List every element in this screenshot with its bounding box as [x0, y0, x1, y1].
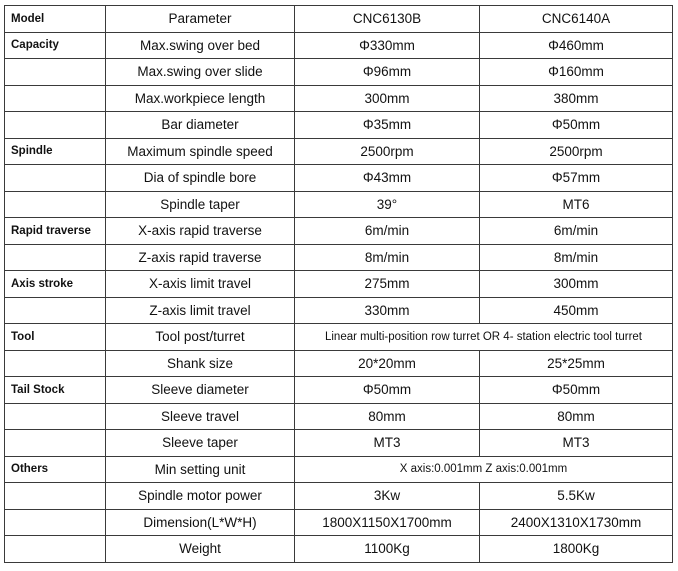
parameter-cell: Tool post/turret — [106, 324, 295, 351]
parameter-cell: Sleeve diameter — [106, 377, 295, 404]
group-label: Tail Stock — [5, 377, 106, 404]
value-cell-a: Φ330mm — [295, 32, 480, 59]
table-row — [5, 536, 673, 563]
table-row — [5, 59, 673, 86]
value-cell-b: Φ50mm — [480, 377, 673, 404]
parameter-cell: Max.swing over bed — [106, 32, 295, 59]
table-row — [5, 430, 673, 457]
group-label — [5, 59, 106, 86]
value-cell-b: Φ57mm — [480, 165, 673, 192]
value-cell-b: MT3 — [480, 430, 673, 457]
value-cell-a: 3Kw — [295, 483, 480, 510]
table-row — [5, 509, 673, 536]
parameter-cell: Bar diameter — [106, 112, 295, 139]
header-model-a: CNC6130B — [295, 6, 480, 33]
value-cell-a: 39° — [295, 191, 480, 218]
value-cell-a: 8m/min — [295, 244, 480, 271]
group-label — [5, 350, 106, 377]
value-cell-a: 275mm — [295, 271, 480, 298]
table-row — [5, 244, 673, 271]
group-label — [5, 297, 106, 324]
parameter-cell: Z-axis limit travel — [106, 297, 295, 324]
table-row — [5, 297, 673, 324]
value-cell-a: Φ50mm — [295, 377, 480, 404]
parameter-cell: Sleeve taper — [106, 430, 295, 457]
group-label — [5, 112, 106, 139]
group-label — [5, 403, 106, 430]
group-label: Axis stroke — [5, 271, 106, 298]
table-row — [5, 483, 673, 510]
parameter-cell: Max.swing over slide — [106, 59, 295, 86]
value-cell-a: Φ43mm — [295, 165, 480, 192]
parameter-cell: Z-axis rapid traverse — [106, 244, 295, 271]
header-model-b: CNC6140A — [480, 6, 673, 33]
value-cell-b: 6m/min — [480, 218, 673, 245]
table-row — [5, 112, 673, 139]
table-row — [5, 218, 673, 245]
table-row — [5, 403, 673, 430]
value-cell-b: MT6 — [480, 191, 673, 218]
value-cell-a: MT3 — [295, 430, 480, 457]
group-label: Tool — [5, 324, 106, 351]
parameter-cell: Dimension(L*W*H) — [106, 509, 295, 536]
value-cell-b: 5.5Kw — [480, 483, 673, 510]
value-cell-a: 6m/min — [295, 218, 480, 245]
group-label — [5, 165, 106, 192]
value-cell-b: Φ460mm — [480, 32, 673, 59]
table-row — [5, 191, 673, 218]
group-label — [5, 430, 106, 457]
header-model: Model — [5, 6, 106, 33]
value-cell-b: 2400X1310X1730mm — [480, 509, 673, 536]
parameter-cell: Spindle taper — [106, 191, 295, 218]
value-cell-b: 380mm — [480, 85, 673, 112]
parameter-cell: Dia of spindle bore — [106, 165, 295, 192]
table-row — [5, 350, 673, 377]
spec-table — [4, 5, 673, 563]
table-row — [5, 138, 673, 165]
value-cell-a: 1100Kg — [295, 536, 480, 563]
group-label — [5, 483, 106, 510]
group-label — [5, 536, 106, 563]
value-cell-a: 2500rpm — [295, 138, 480, 165]
parameter-cell: Weight — [106, 536, 295, 563]
value-cell-b: 8m/min — [480, 244, 673, 271]
value-cell-a: 1800X1150X1700mm — [295, 509, 480, 536]
value-cell-b: Φ160mm — [480, 59, 673, 86]
value-span-cell: Linear multi-position row turret OR 4- station electric tool turret — [295, 324, 673, 351]
value-cell-a: 300mm — [295, 85, 480, 112]
parameter-cell: Maximum spindle speed — [106, 138, 295, 165]
group-label — [5, 85, 106, 112]
value-cell-a: Φ96mm — [295, 59, 480, 86]
parameter-cell: Max.workpiece length — [106, 85, 295, 112]
value-cell-a: 80mm — [295, 403, 480, 430]
header-row — [5, 6, 673, 33]
value-cell-b: Φ50mm — [480, 112, 673, 139]
parameter-cell: Shank size — [106, 350, 295, 377]
table-row — [5, 271, 673, 298]
value-cell-b: 450mm — [480, 297, 673, 324]
group-label: Rapid traverse — [5, 218, 106, 245]
group-label — [5, 191, 106, 218]
value-cell-b: 80mm — [480, 403, 673, 430]
table-row — [5, 324, 673, 351]
value-cell-a: Φ35mm — [295, 112, 480, 139]
value-cell-b: 2500rpm — [480, 138, 673, 165]
value-cell-b: 25*25mm — [480, 350, 673, 377]
parameter-cell: Sleeve travel — [106, 403, 295, 430]
table-row — [5, 32, 673, 59]
parameter-cell: Spindle motor power — [106, 483, 295, 510]
parameter-cell: Min setting unit — [106, 456, 295, 483]
value-cell-b: 1800Kg — [480, 536, 673, 563]
group-label: Capacity — [5, 32, 106, 59]
table-row — [5, 85, 673, 112]
group-label: Spindle — [5, 138, 106, 165]
header-parameter: Parameter — [106, 6, 295, 33]
table-row — [5, 377, 673, 404]
group-label: Others — [5, 456, 106, 483]
value-cell-a: 330mm — [295, 297, 480, 324]
value-cell-a: 20*20mm — [295, 350, 480, 377]
parameter-cell: X-axis rapid traverse — [106, 218, 295, 245]
table-row — [5, 165, 673, 192]
value-span-cell: X axis:0.001mm Z axis:0.001mm — [295, 456, 673, 483]
group-label — [5, 509, 106, 536]
group-label — [5, 244, 106, 271]
spec-table-body — [5, 6, 673, 563]
parameter-cell: X-axis limit travel — [106, 271, 295, 298]
value-cell-b: 300mm — [480, 271, 673, 298]
table-row — [5, 456, 673, 483]
